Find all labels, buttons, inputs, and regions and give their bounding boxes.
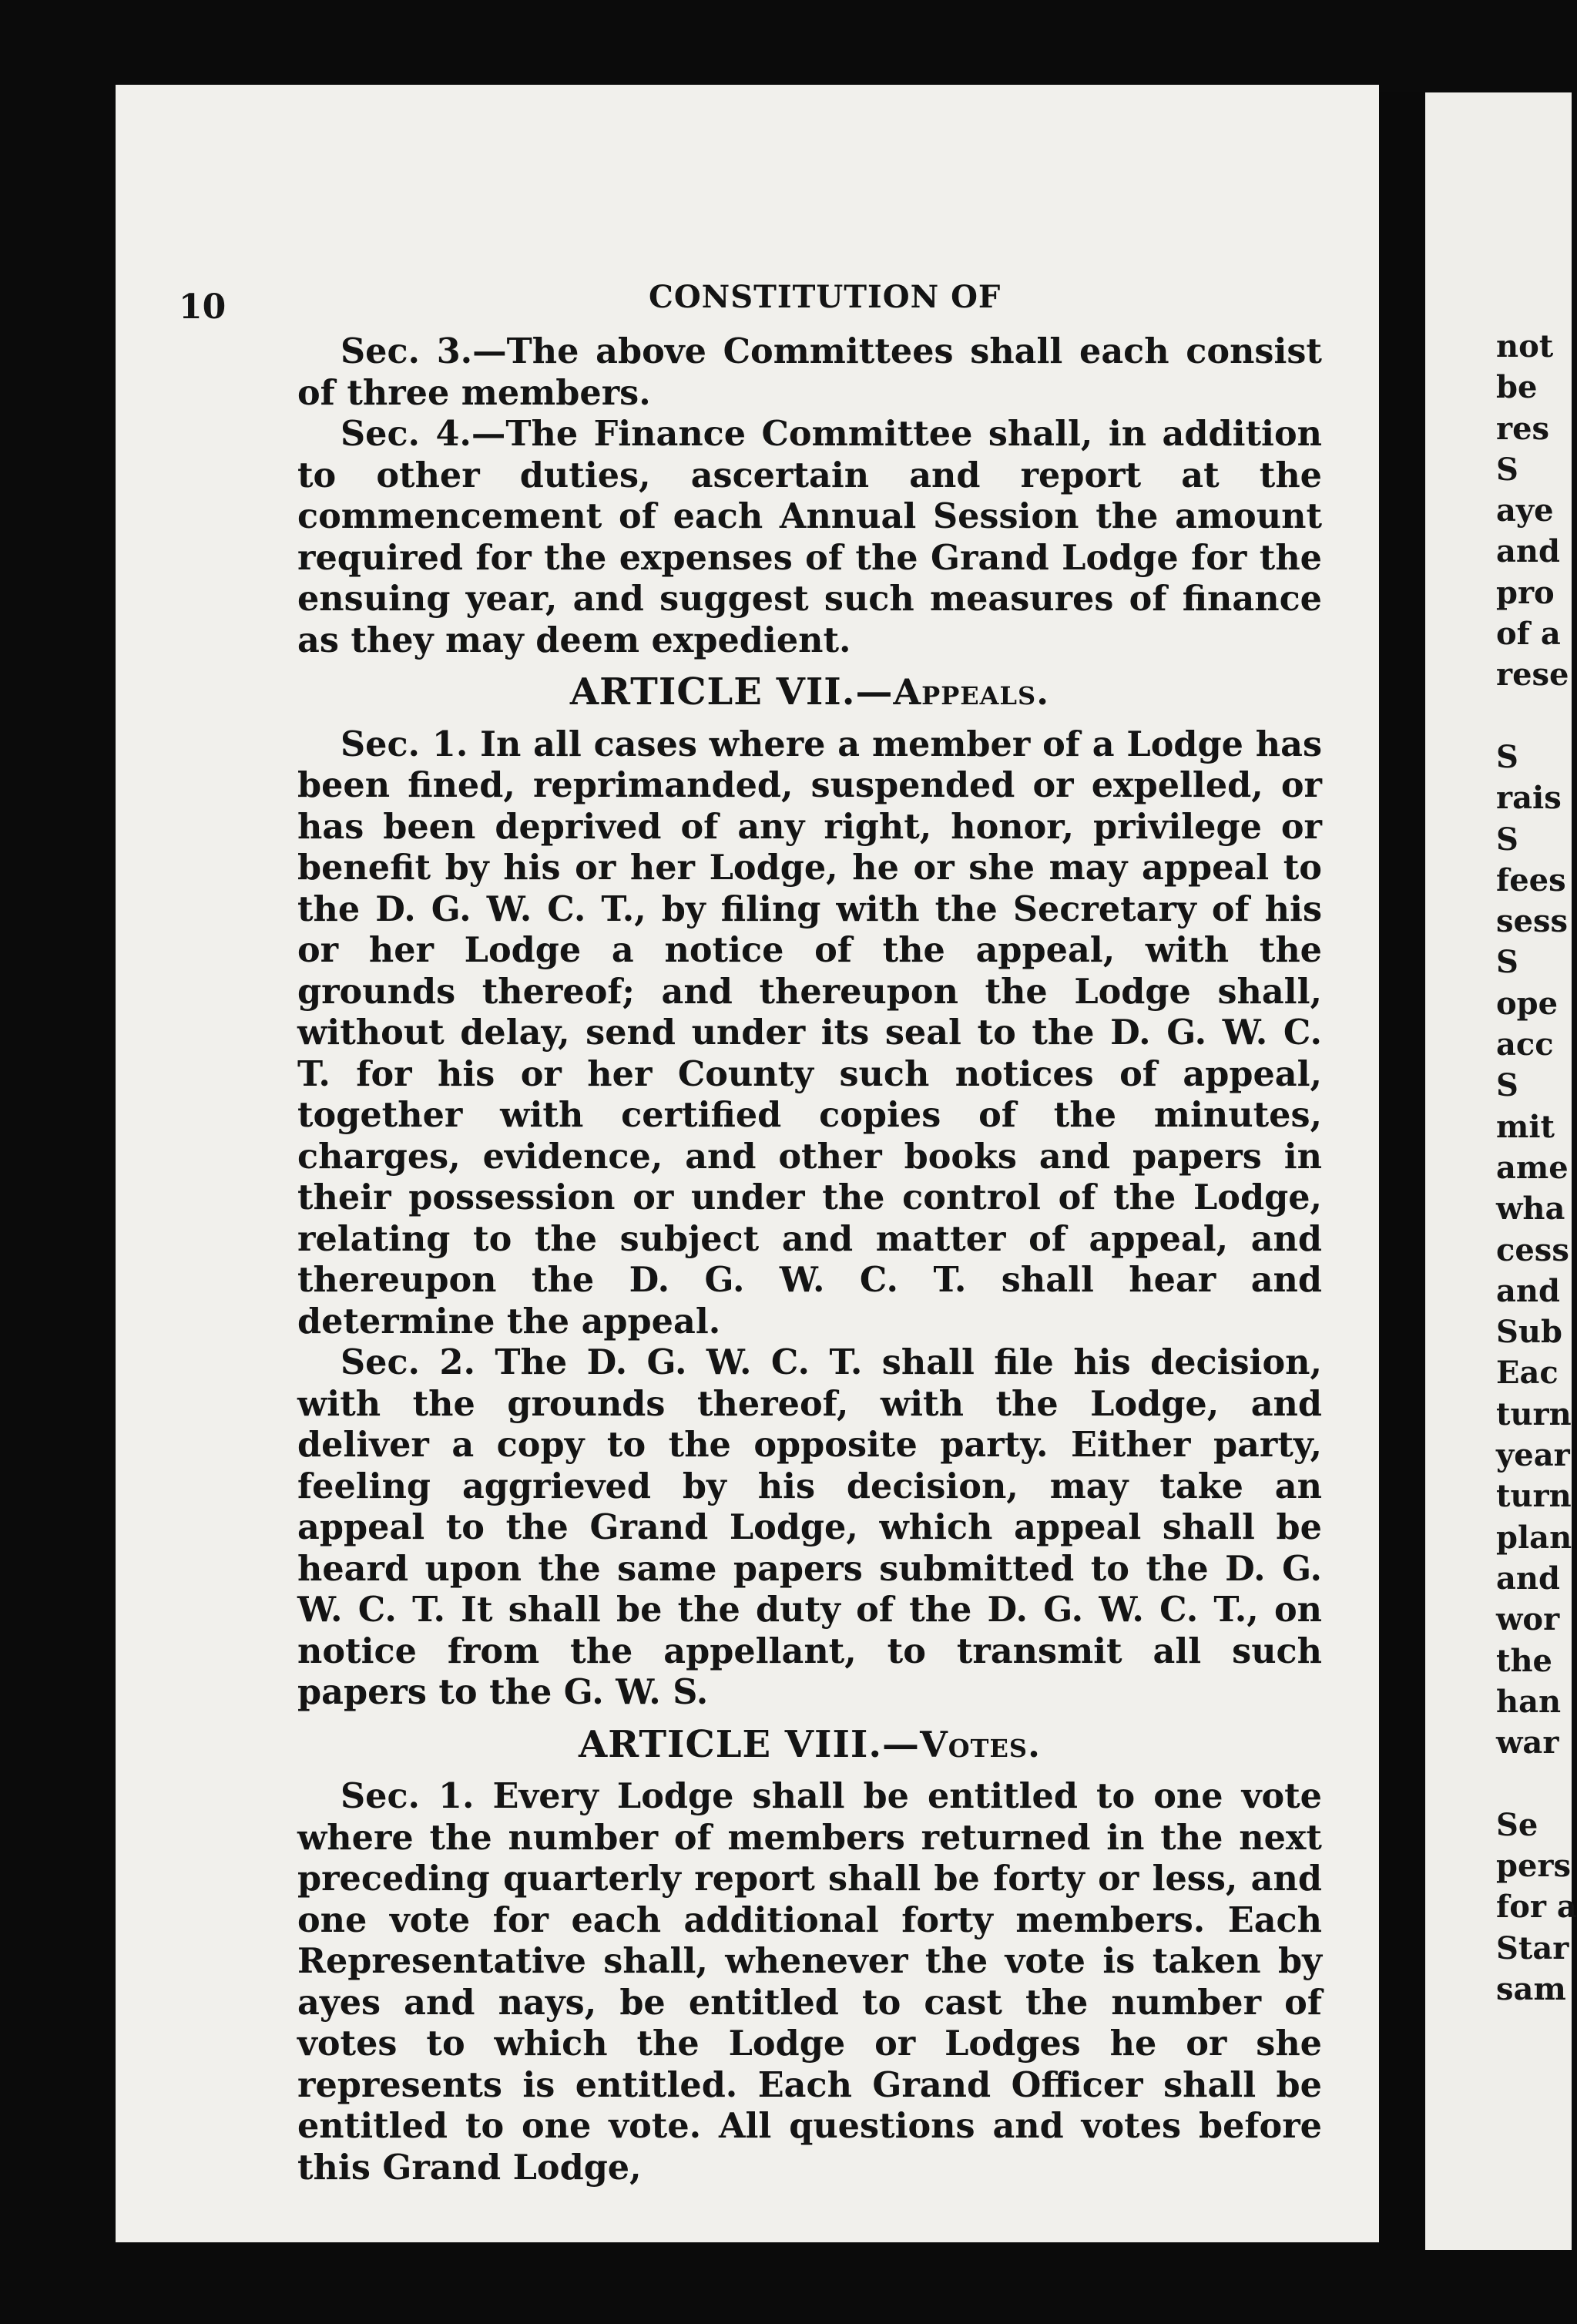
facing-line: ame [1496, 1149, 1569, 1186]
facing-line [1496, 1763, 1577, 1804]
facing-line: the [1496, 1642, 1553, 1679]
article-7-title: ARTICLE VII.— [569, 670, 894, 714]
facing-line: S [1496, 1067, 1518, 1104]
facing-line: pro [1496, 574, 1555, 611]
facing-line: Se [1496, 1806, 1538, 1843]
article-8-subtitle: Votes. [920, 1723, 1041, 1765]
section-3: Sec. 3.—The above Committees shall each consist of three members. [297, 331, 1322, 413]
facing-line: war [1496, 1725, 1559, 1761]
facing-line: turn [1496, 1478, 1572, 1515]
facing-line: sam [1496, 1970, 1566, 2007]
facing-line: acc [1496, 1026, 1554, 1063]
article-8-title: ARTICLE VIII.— [579, 1722, 921, 1766]
facing-line: han [1496, 1683, 1562, 1720]
facing-line: and [1496, 533, 1560, 570]
facing-line: year [1496, 1437, 1570, 1474]
running-header: CONSTITUTION OF [649, 279, 1002, 315]
facing-line: wor [1496, 1601, 1560, 1638]
article-7-section-1: Sec. 1. In all cases where a member of a Lodge has been fined, reprimanded, suspended or expelled, or has been deprived of any right, honor, privilege or benefit by his or her Lodge, he or she may appeal to the D. G. W. C. T., by filing with the Secretary of his or her Lodge a notice of the appeal, with the grounds thereof; and thereupon the Lodge shall, without delay, send under its seal to the D. G. W. C. T. for his or her County such notices of appeal, together with certified copies of the minutes, charges, evidence, and other books and papers in their possession or under the control of the Lodge, relating to the subject and matter of appeal, and thereupon the D. G. W. C. T. shall hear and determine the appeal. [297, 724, 1322, 1342]
facing-line: and [1496, 1272, 1560, 1309]
section-4: Sec. 4.—The Finance Committee shall, in addition to other duties, ascertain and report at the commencement of each Annual Session the amount required for the expenses of the Grand Lodge for the ensuing year, and suggest such measures of finance as they may deem expedient. [297, 414, 1322, 660]
facing-page-text [1496, 326, 1577, 2010]
facing-line: cess [1496, 1231, 1569, 1268]
article-7-heading [297, 672, 1322, 714]
facing-line: sess [1496, 903, 1569, 940]
page-number: 10 [179, 287, 226, 327]
facing-line: fees [1496, 861, 1566, 898]
article-8-section-1: Sec. 1. Every Lodge shall be entitled to one vote where the number of members returned in the next preceding quarterly report shall be forty or less, and one vote for each additional forty members. Each Representative shall, whenever the vote is taken by ayes and nays, be entitled to cast the number of votes to which the Lodge or Lodges he or she represents is entitled. Each Grand Officer shall be entitled to one vote. All questions and votes before this Grand Lodge, [297, 1776, 1322, 2188]
facing-line: not [1496, 328, 1554, 364]
facing-line: be [1496, 369, 1538, 406]
facing-line: rais [1496, 780, 1562, 817]
facing-line: of a [1496, 616, 1561, 653]
facing-line: mit [1496, 1108, 1555, 1145]
facing-line: res [1496, 410, 1550, 447]
facing-line: and [1496, 1560, 1560, 1597]
article-7-subtitle: Appeals. [893, 671, 1050, 713]
article-8-heading [297, 1722, 1322, 1766]
book-gutter [1379, 92, 1425, 2250]
facing-line: S [1496, 451, 1518, 488]
facing-line: Sub [1496, 1314, 1562, 1351]
facing-line: for a [1496, 1889, 1577, 1926]
facing-line: Eac [1496, 1355, 1559, 1392]
article-7-section-2: Sec. 2. The D. G. W. C. T. shall file his decision, with the grounds thereof, with the Lodge, and deliver a copy to the opposite party. Either party, feeling aggrieved by his decision, may take an appeal to the Grand Lodge, which appeal shall be heard upon the same papers submitted to the D. G. W. C. T. It shall be the duty of the D. G. W. C. T., on notice from the appellant, to transmit all such papers to the G. W. S. [297, 1342, 1322, 1712]
page-body [297, 331, 1322, 2188]
facing-line: plan [1496, 1519, 1572, 1556]
facing-line: S [1496, 944, 1518, 981]
facing-line: S [1496, 738, 1518, 775]
facing-line: rese [1496, 657, 1569, 694]
facing-line [1496, 696, 1577, 737]
facing-line: ope [1496, 985, 1559, 1022]
facing-line: wha [1496, 1191, 1565, 1227]
facing-line: aye [1496, 492, 1554, 529]
facing-line: Star [1496, 1929, 1569, 1966]
facing-line: pers [1496, 1847, 1572, 1884]
facing-line: S [1496, 821, 1518, 858]
facing-line: turn [1496, 1395, 1572, 1432]
